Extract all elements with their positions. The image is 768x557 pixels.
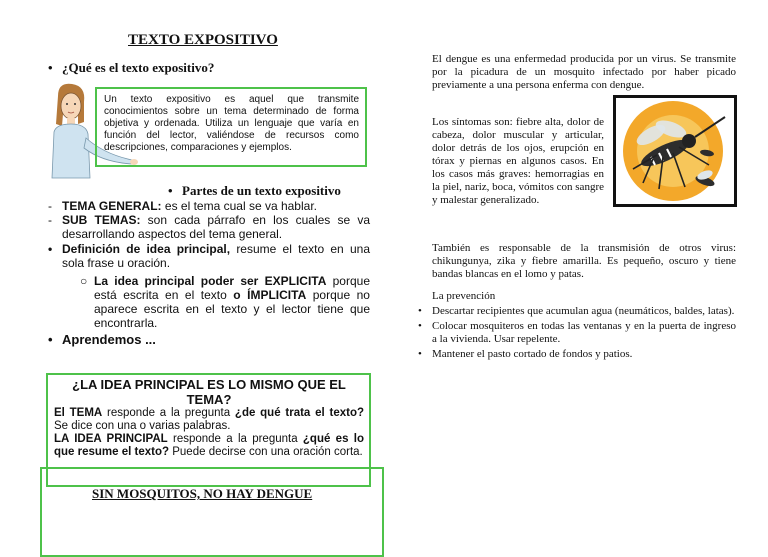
sintomas-text: Los síntomas son: fiebre alta, dolor de cabeza, dolor muscular y articular, dolor detrás de los ojos, erupción en tórax y piernas en algunos casos. En los casos más graves: hemorragias en la piel, nariz, boca, vómitos con sangre y malestar generalizado.	[432, 116, 604, 206]
question-text: ¿Qué es el texto expositivo?	[62, 60, 215, 75]
explicita-label: EXPLICITA	[264, 274, 327, 288]
otros-virus-text: También es responsable de la transmisión de otros virus: chikungunya, zika y fiebre amarilla. Es pequeño, oscuro y tiene bandas blancas en el lomo y patas.	[432, 242, 736, 280]
idea-text-2: porque no aparece escrita en el texto y el lector tiene que encontrarla.	[94, 288, 370, 330]
box-title: ¿LA IDEA PRINCIPAL ES LO MISMO QUE EL TEMA?	[72, 377, 346, 407]
list-item: ○ La idea principal poder ser EXPLICITA porque está escrita en el texto o ÍMPLICITA porque no aparece escrita en el texto y el lector tiene que encontrarla.	[80, 274, 370, 330]
bottom-title: SIN MOSQUITOS, NO HAY DENGUE	[92, 486, 313, 501]
tema-text: responde a la pregunta	[102, 407, 235, 419]
tema-explanation	[54, 407, 364, 433]
page-title: TEXTO EXPOSITIVO	[128, 32, 278, 48]
implicita-label: ÍMPLICITA	[247, 288, 307, 302]
list-item: • Colocar mosquiteros en todas las ventanas y en la puerta de ingreso a la vivienda. Usar repelente.	[418, 320, 736, 345]
tema-general-text: es el tema cual se va hablar.	[161, 199, 317, 213]
list-item: - SUB TEMAS: son cada párrafo en los cuales se va desarrollando aspectos del tema general.	[48, 213, 370, 241]
tema-question: ¿de qué trata el texto?	[234, 407, 365, 419]
list-item: • Mantener el pasto cortado de fondos y patios.	[418, 348, 633, 360]
sub-temas-label: SUB TEMAS:	[62, 213, 141, 227]
o-label: o	[233, 288, 241, 302]
prevencion-list	[418, 305, 736, 361]
mosquito-image	[613, 95, 737, 207]
prevencion-item: Descartar recipientes que acumulan agua (neumáticos, baldes, latas).	[432, 305, 735, 317]
prevencion-heading: La prevención	[432, 290, 496, 302]
tema-text-2: Se dice con una o varias palabras.	[54, 420, 231, 432]
dengue-intro: El dengue es una enfermedad producida por un virus. Se transmite por la picadura de un mosquito infectado por haber picado previamente a una persona enferma con dengue.	[432, 53, 736, 91]
parts-heading-text: Partes de un texto expositivo	[182, 183, 341, 198]
idea-explanation	[54, 433, 364, 459]
aprendemos-text: Aprendemos ...	[62, 332, 156, 347]
list-item: • Definición de idea principal, resume el texto en una sola frase u oración.	[48, 242, 370, 270]
prevencion-item: Mantener el pasto cortado de fondos y patios.	[432, 348, 633, 360]
question-heading: • ¿Qué es el texto expositivo?	[48, 60, 215, 75]
tema-label: El TEMA	[54, 407, 103, 419]
list-item: - TEMA GENERAL: es el tema cual se va hablar.	[48, 199, 317, 213]
bottom-box	[40, 467, 384, 557]
idea-principal-question: ¿qué es lo que resume el texto?	[54, 433, 364, 458]
definition-text: Un texto expositivo es aquel que transmite conocimientos sobre un tema determinado de forma objetiva y ordenada. Utiliza un lenguaje que varía en función del lector, valiéndose de recursos como descripciones, comparaciones y ejemplos.	[104, 94, 359, 153]
list-item: • Aprendemos ...	[48, 332, 156, 347]
idea-principal-text-2: Puede decirse con una oración corta.	[169, 446, 363, 458]
prevencion-item: Colocar mosquiteros en todas las ventanas y en la puerta de ingreso a la vivienda. Usar repelente.	[432, 320, 736, 345]
parts-heading: • Partes de un texto expositivo	[168, 183, 341, 198]
tema-general-label: TEMA GENERAL:	[62, 199, 162, 213]
definicion-text: resume el texto en una sola frase u oración.	[62, 242, 370, 270]
idea-principal-text: responde a la pregunta	[167, 433, 303, 445]
list-item: • Descartar recipientes que acumulan agua (neumáticos, baldes, latas).	[418, 305, 735, 317]
parts-list	[48, 199, 370, 347]
idea-label: La idea principal poder ser	[94, 274, 259, 288]
idea-text-1: porque está escrita en el texto	[94, 274, 370, 302]
definicion-label: Definición de idea principal,	[62, 242, 231, 256]
sub-temas-text: son cada párrafo en los cuales se va desarrollando aspectos del tema general.	[62, 213, 370, 241]
definition-box	[95, 87, 367, 167]
idea-principal-label: LA IDEA PRINCIPAL	[54, 433, 168, 445]
